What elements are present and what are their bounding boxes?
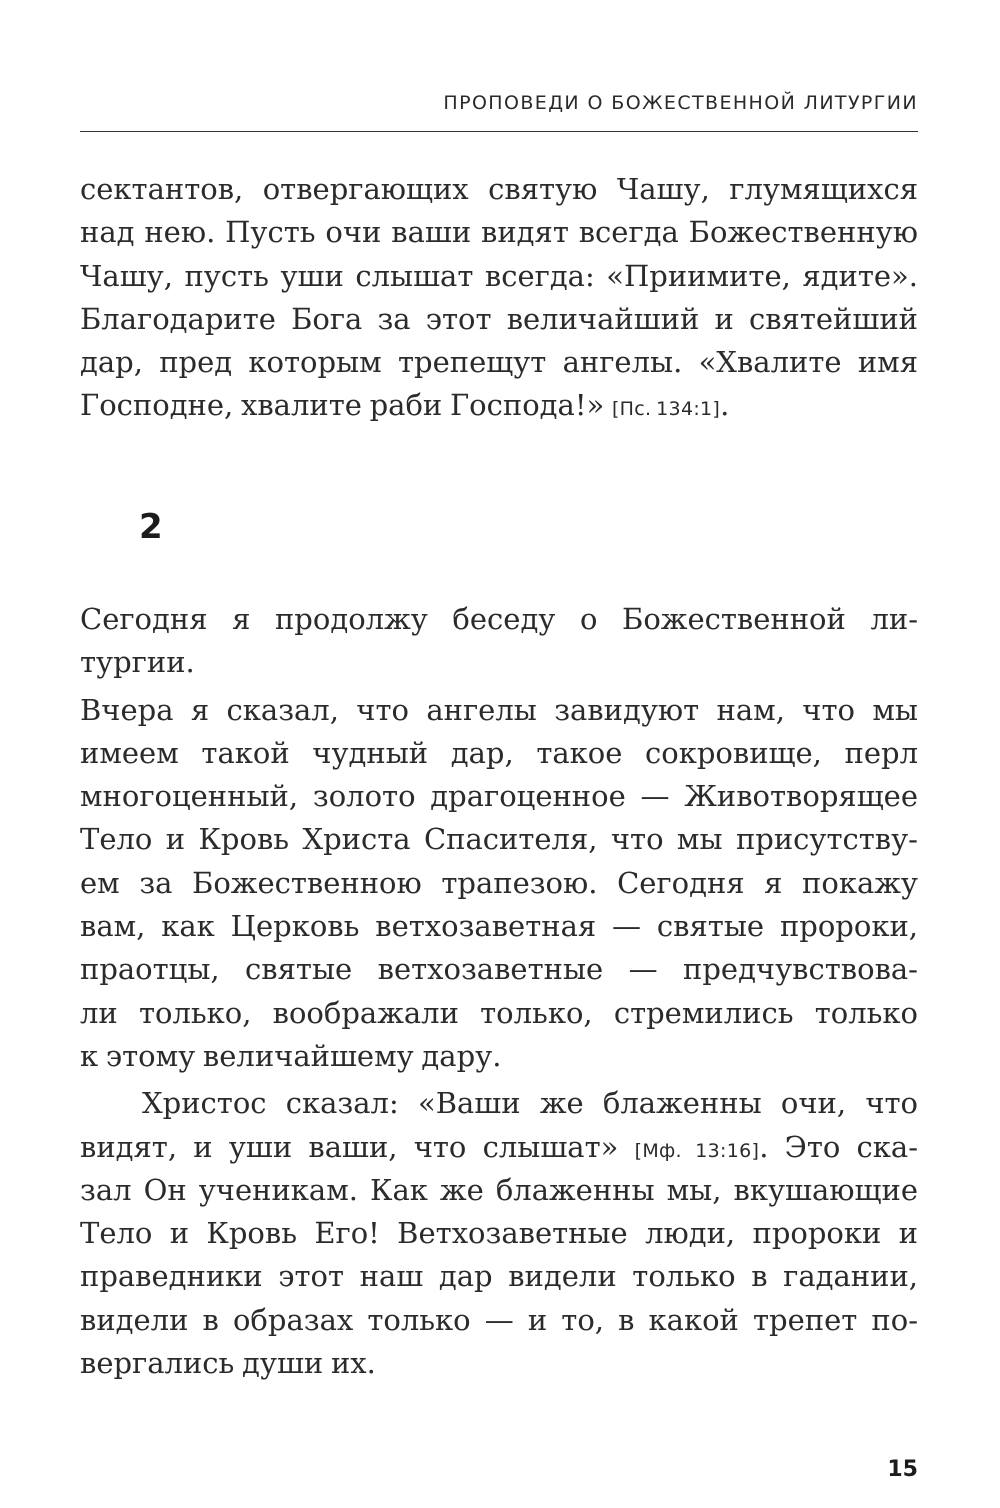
- text-line: сектантов, отвергающих святую Чашу, глумящихся: [80, 172, 918, 206]
- text-line: тургии.: [80, 645, 195, 680]
- text-line: праведники этот наш дар видели только в гадании,: [80, 1259, 918, 1294]
- text-line: вам, как Церковь ветхозаветная — святые пророки,: [80, 909, 918, 944]
- header-rule: [80, 131, 918, 132]
- text-line: Тело и Кровь Его! Ветхозаветные люди, пророки и: [80, 1216, 918, 1251]
- quote-text: видят, и уши ваши, что слышат»: [80, 1129, 619, 1164]
- text-line: к этому величайшему дару.: [80, 1038, 502, 1073]
- chapter-number: 2: [139, 507, 163, 547]
- text-line: [80, 1126, 918, 1169]
- line-end: .: [720, 388, 730, 423]
- scripture-reference: [Пс. 134:1]: [611, 398, 721, 421]
- text-line: вергались души их.: [80, 1346, 376, 1381]
- running-head-title: ПРОПОВЕДИ О БОЖЕСТВЕННОЙ ЛИТУРГИИ: [443, 92, 918, 114]
- text-line: [80, 384, 918, 427]
- text-line: Благодарите Бога за этот величайший и святейший: [80, 301, 918, 336]
- text-line: Христос сказал: «Ваши же блаженны очи, что: [142, 1086, 918, 1121]
- text-line: зал Он ученикам. Как же блаженны мы, вкушающие: [80, 1172, 918, 1207]
- text-line: Вчера я сказал, что ангелы завидуют нам, что мы: [80, 692, 918, 727]
- text-line: Чашу, пусть уши слышат всегда: «Приимите, ядите».: [80, 258, 918, 293]
- text-line: праотцы, святые ветхозаветные — предчувствова-: [80, 952, 918, 987]
- page-number: 15: [887, 1457, 918, 1482]
- quote-text: Господне, хвалите раби Господа!»: [80, 388, 605, 423]
- text-line: дар, пред которым трепещут ангелы. «Хвалите имя: [80, 345, 918, 380]
- text-line: многоценный, золото драгоценное — Животворящее: [80, 779, 918, 814]
- section-2-text: [80, 598, 918, 1385]
- section-1-text: [80, 168, 918, 428]
- text-line: над нею. Пусть очи ваши видят всегда Божественную: [80, 215, 918, 250]
- line-end: . Это ска-: [759, 1129, 918, 1164]
- text-line: Тело и Кровь Христа Спасителя, что мы присутству-: [80, 822, 918, 857]
- text-line: имеем такой чудный дар, такое сокровище, перл: [80, 735, 918, 770]
- scripture-reference: [Мф. 13:16]: [634, 1139, 760, 1162]
- text-line: Сегодня я продолжу беседу о Божественной ли-: [80, 602, 918, 636]
- text-line: видели в образах только — и то, в какой трепет по-: [80, 1302, 918, 1337]
- text-line: ем за Божественною трапезою. Сегодня я покажу: [80, 865, 918, 900]
- text-line: ли только, воображали только, стремились только: [80, 995, 918, 1030]
